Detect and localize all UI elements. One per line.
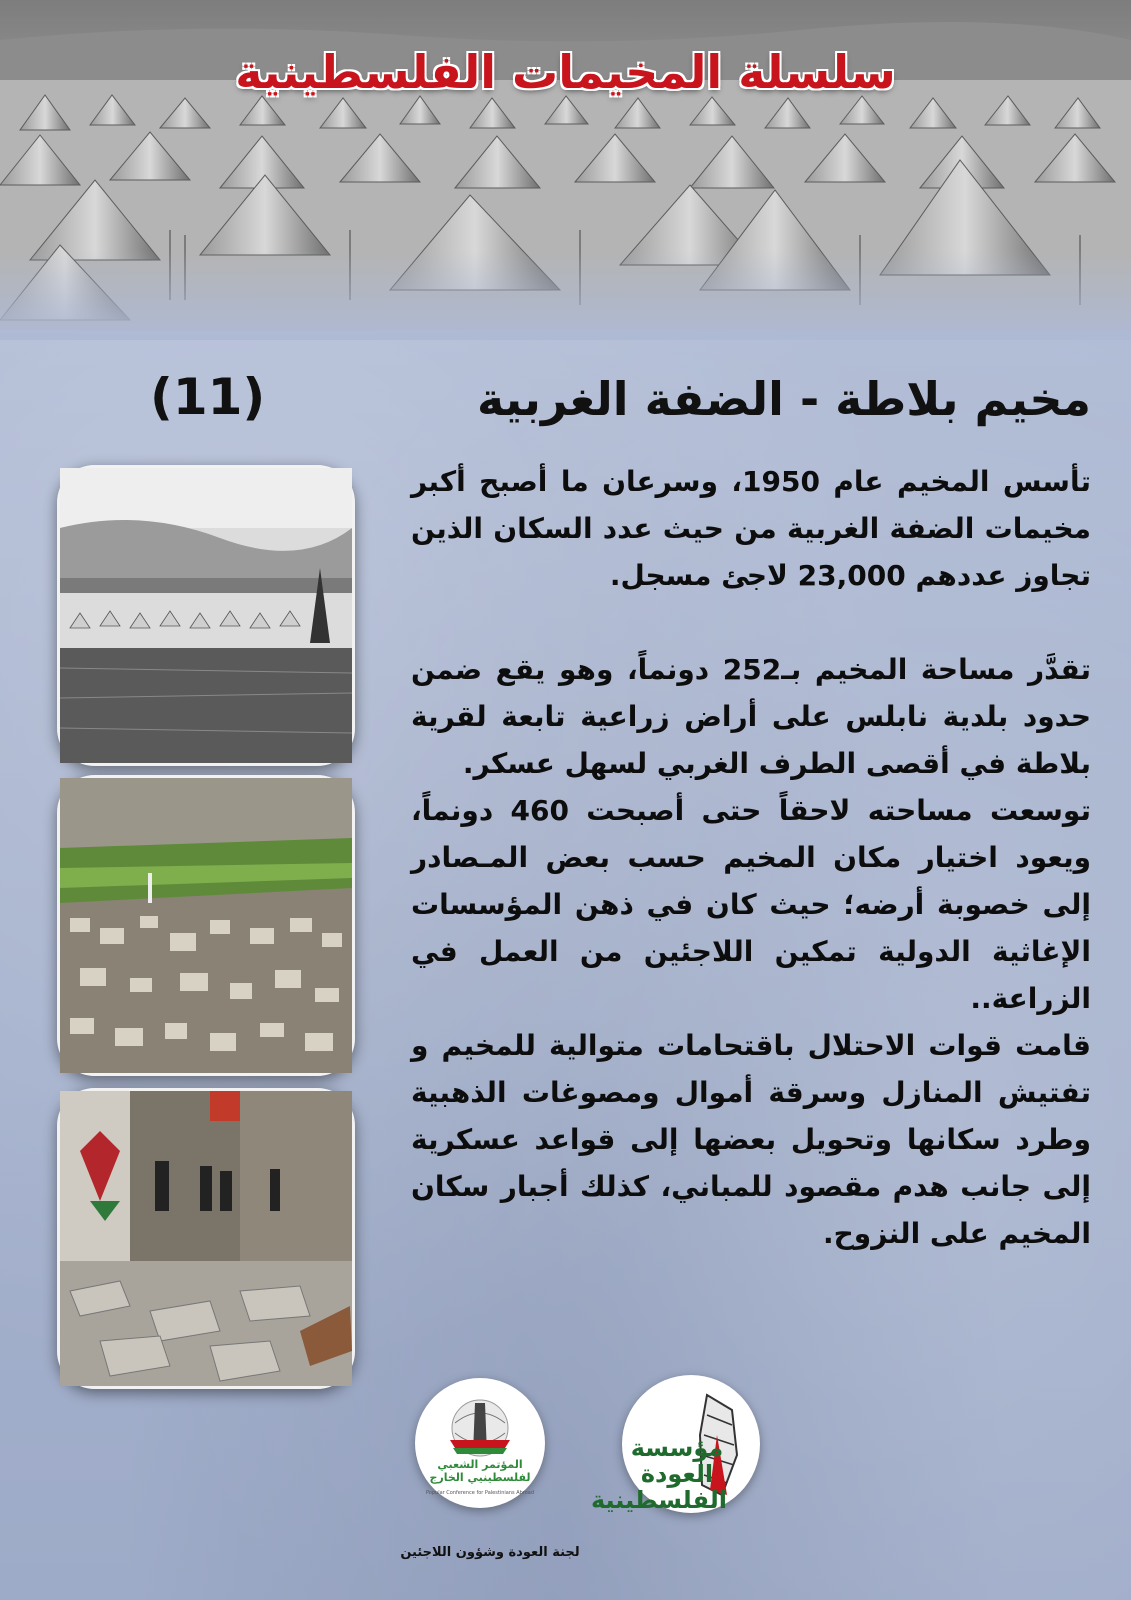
paragraph-expansion: توسعت مساحته لاحقاً حتى أصبحت 460 دونماً، ويعود اختيار مكان المخيم حسب بعض المـصادر إلى خصوبة أرضه؛ حيث كان في ذهن المؤسسات الإغاثية الدولية تمكين اللاجئين من العمل في الزراعة.. <box>411 794 1091 1015</box>
historic-camp-photo <box>57 465 355 766</box>
conference-name-en: Popular Conference for Palestinians Abroad <box>425 1490 535 1496</box>
paragraph-area: تقدَّر مساحة المخيم بـ252 دونماً، وهو يقع ضمن حدود بلدية نابلس على أراض زراعية تابعة لقرية بلاطة في أقصى الطرف الغربي لسهل عسكر. <box>411 653 1091 780</box>
body-text <box>411 458 1091 1257</box>
awda-foundation-logo <box>590 1375 760 1514</box>
camp-heading: مخيم بلاطة - الضفة الغربية <box>477 372 1091 426</box>
tent-camp-banner <box>0 0 1131 330</box>
series-title: سلسلة المخيمات الفلسطينية <box>235 45 896 99</box>
paragraph-occupation: قامت قوات الاحتلال باقتحامات متوالية للمخيم و تفتيش المنازل وسرقة أموال ومصوغات الذهبية وطرد سكانها وتحويل بعضها إلى قواعد عسكرية إلى جانب هدم مقصود للمباني، كذلك أجبار سكان المخيم على النزوح. <box>411 1029 1091 1250</box>
refugees-committee: لجنة العودة وشؤون اللاجئين <box>400 1545 580 1560</box>
paragraph-gap <box>411 599 1091 646</box>
conference-name: المؤتمر الشعبي لفلسطينيي الخارج <box>429 1458 531 1484</box>
series-number: (11) <box>150 368 266 426</box>
city-aerial-photo <box>57 775 355 1076</box>
paragraph-founding: تأسس المخيم عام 1950، وسرعان ما أصبح أكبر مخيمات الضفة الغربية من حيث عدد السكان الذين تجاوز عددهم 23,000 لاجئ مسجل. <box>411 465 1091 592</box>
popular-conference-logo <box>415 1378 545 1508</box>
destruction-photo <box>57 1088 355 1389</box>
awda-foundation-name: مؤسسة العودة الفلسطينية <box>590 1434 727 1514</box>
banner-fade <box>0 250 1131 340</box>
